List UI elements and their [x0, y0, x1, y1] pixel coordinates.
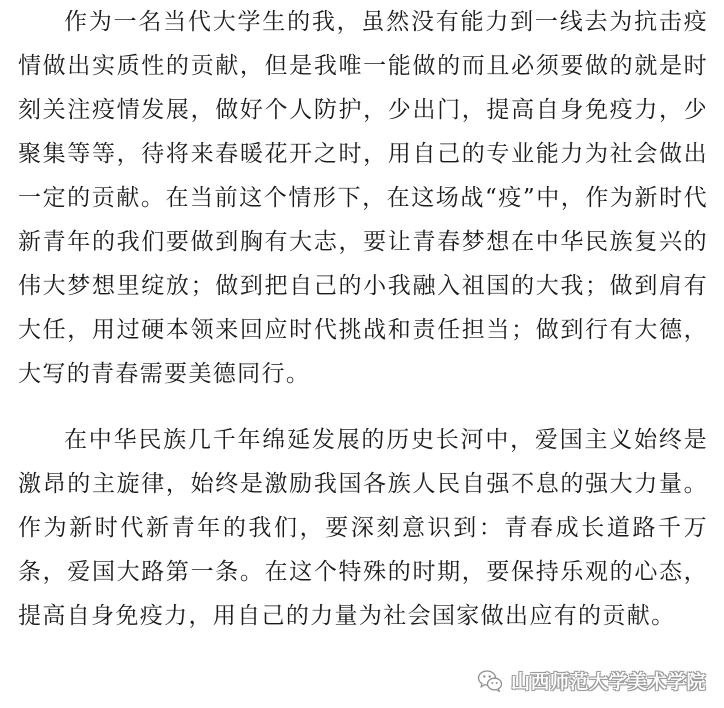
body-paragraph: 作为一名当代大学生的我，虽然没有能力到一线去为抗击疫情做出实质性的贡献，但是我唯一能做的而且必须要做的就是时刻关注疫情发展，做好个人防护，少出门，提高自身免疫力，少聚集等等，待将来春暖花开之时，用自己的专业能力为社会做出一定的贡献。在当前这个情形下，在这场战“疫”中，作为新时代新青年的我们要做到胸有大志，要让青春梦想在中华民族复兴的伟大梦想里绽放；做到把自己的小我融入祖国的大我；做到肩有大任，用过硬本领来回应时代挑战和责任担当；做到行有大德，大写的青春需要美德同行。 [18, 9, 708, 387]
wechat-icon [477, 668, 503, 694]
body-paragraph: 在中华民族几千年绵延发展的历史长河中，爱国主义始终是激昂的主旋律，始终是激励我国各族人民自强不息的强大力量。作为新时代新青年的我们，要深刻意识到：青春成长道路千万条，爱国大路第一条。在这个特殊的时期，要保持乐观的心态，提高自身免疫力，用自己的力量为社会国家做出应有的贡献。 [18, 427, 708, 629]
watermark-text: 山西师范大学美术学院 [510, 671, 706, 693]
watermark [477, 667, 706, 694]
